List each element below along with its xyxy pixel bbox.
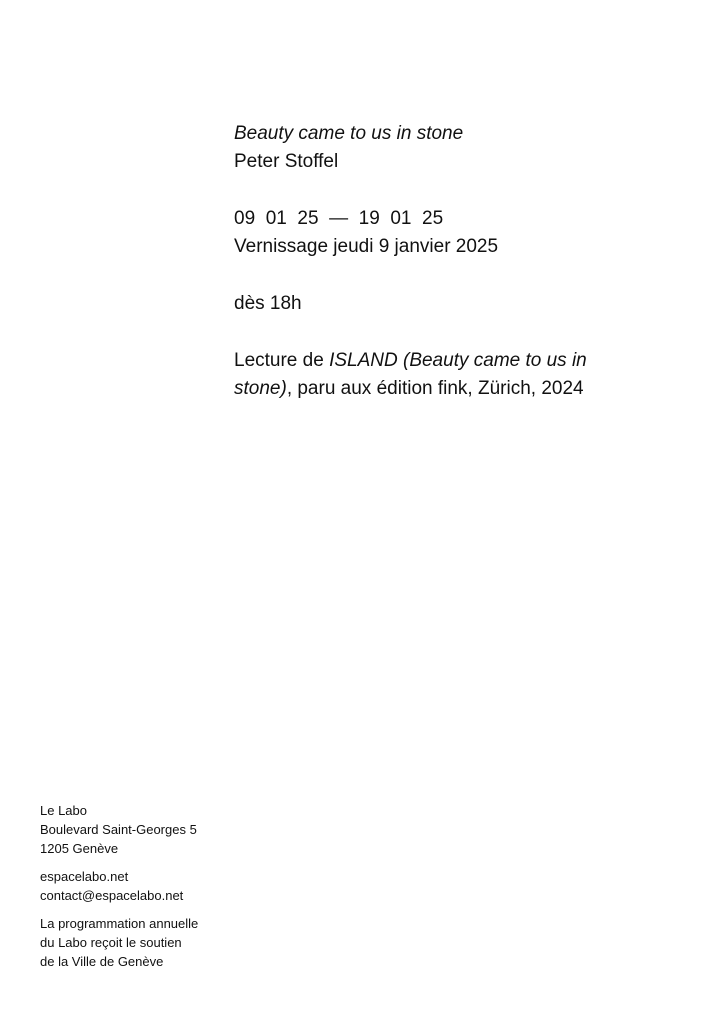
exhibition-title: Beauty came to us in stone [234,123,464,144]
book-title-line2: stone) [234,378,287,399]
reading-prefix: Lecture de [234,350,330,371]
website-link[interactable]: espacelabo.net [40,869,129,884]
venue-contact [40,867,300,905]
opening-time: dès 18h [234,293,302,314]
email-link[interactable]: contact@espacelabo.net [40,888,184,903]
exhibition-info [234,120,664,403]
reading-info [234,347,664,403]
support-line-2: du Labo reçoit le soutien [40,935,182,950]
support-line-3: de la Ville de Genève [40,954,164,969]
venue-address [40,801,300,858]
support-note [40,914,300,971]
spacer [234,318,664,347]
reading-suffix: , paru aux édition fink, Zürich, 2024 [286,378,584,399]
opening-date: Vernissage jeudi 9 janvier 2025 [234,236,499,257]
exhibition-dates: 09 01 25 — 19 01 25 [234,208,444,229]
address-street: Boulevard Saint-Georges 5 [40,822,197,837]
book-title-line1: ISLAND (Beauty came to us in [329,350,587,371]
address-city: 1205 Genève [40,841,119,856]
artist-name: Peter Stoffel [234,151,339,172]
venue-name: Le Labo [40,803,87,818]
support-line-1: La programmation annuelle [40,916,199,931]
spacer [234,261,664,290]
spacer [234,176,664,205]
venue-footer [40,801,300,971]
